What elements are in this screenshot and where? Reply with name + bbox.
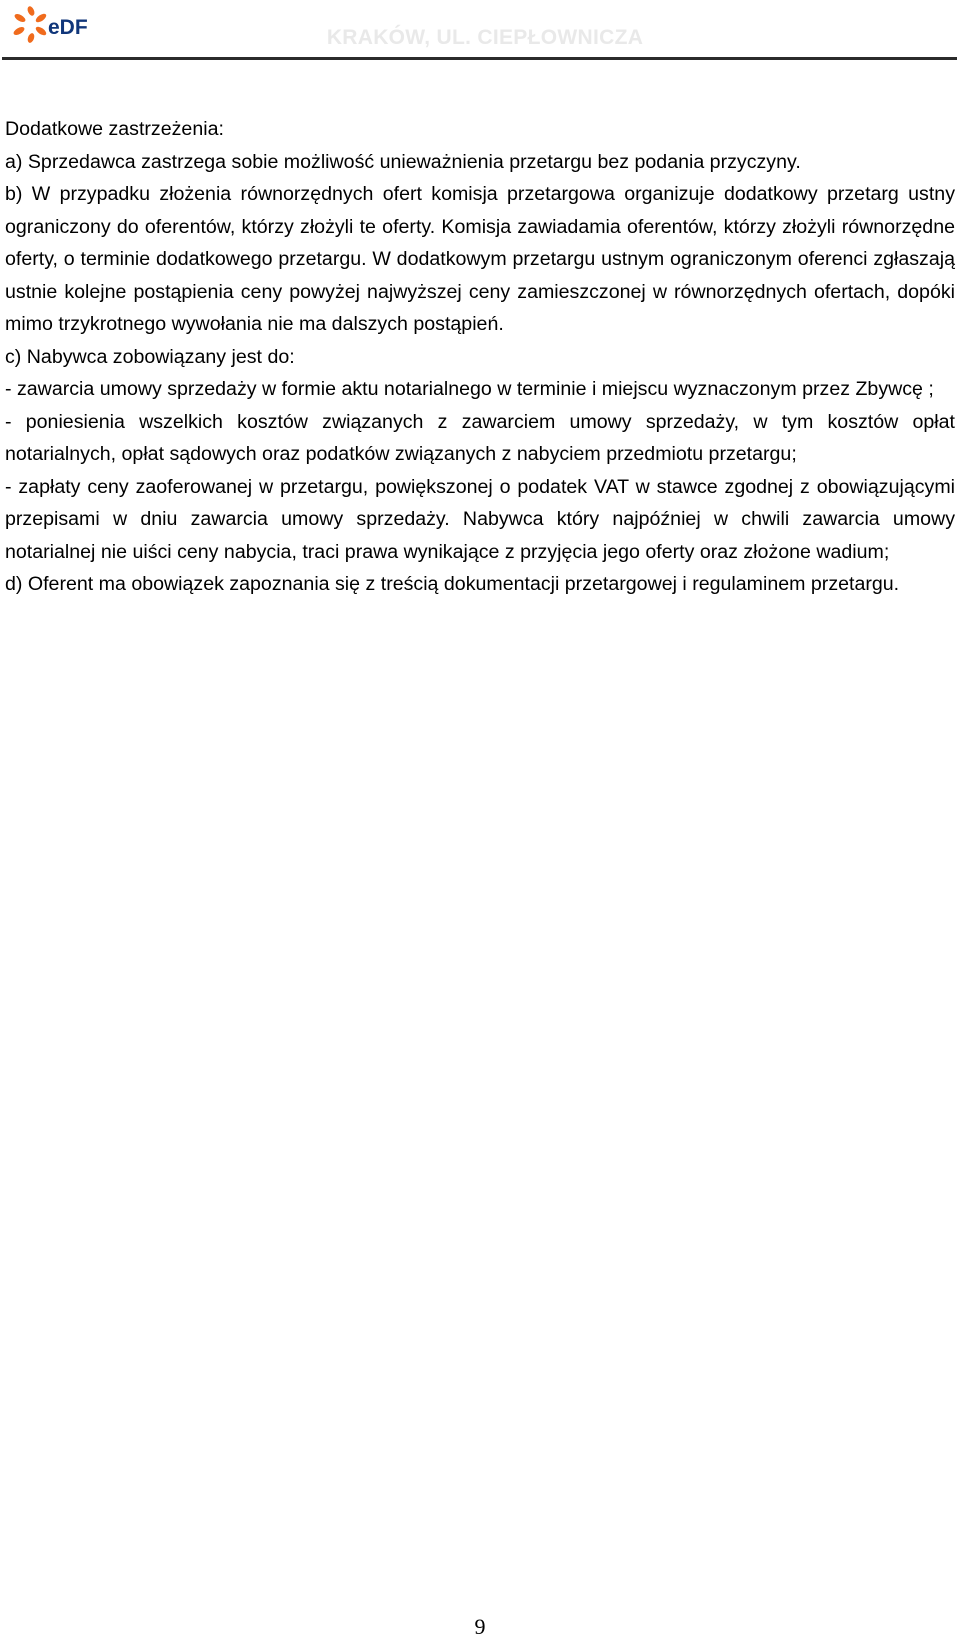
paragraph-c: c) Nabywca zobowiązany jest do:	[5, 345, 295, 368]
edf-logo	[10, 4, 106, 46]
paragraph-d: d) Oferent ma obowiązek zapoznania się z treścią dokumentacji przetargowej i regulaminem przetargu.	[5, 573, 900, 595]
paragraph-a: a) Sprzedawca zastrzega sobie możliwość unieważnienia przetargu bez podania przyczyny.	[5, 150, 801, 173]
paragraph-c-item-2: - poniesienia wszelkich kosztów związanych z zawarciem umowy sprzedaży, w tym kosztów opłat notarialnych, opłat sądowych oraz podatków związanych z nabyciem przedmiotu przetargu;	[5, 410, 955, 465]
paragraph-b: b) W przypadku złożenia równorzędnych ofert komisja przetargowa organizuje dodatkowy przetarg ustny ograniczony do oferentów, którzy złożyli te oferty. Komisja zawiadamia oferentów, którzy złożyli równorzędne oferty, o terminie dodatkowego przetargu. W dodatkowym przetargu ustnym ograniczonym oferenci zgłaszają ustnie kolejne postąpienia ceny powyżej najwyższej ceny zamieszczonej w równorzędnych ofertach, dopóki mimo trzykrotnego wywołania nie ma dalszych postąpień.	[5, 183, 955, 335]
page-number: 9	[474, 1614, 486, 1639]
paragraph-intro: Dodatkowe zastrzeżenia:	[5, 118, 224, 140]
header-divider	[2, 57, 957, 60]
paragraph-c-item-1: - zawarcia umowy sprzedaży w formie aktu notarialnego w terminie i miejscu wyznaczonym przez Zbywcę ;	[5, 378, 934, 400]
paragraph-c-item-3: - zapłaty ceny zaoferowanej w przetargu, powiększonej o podatek VAT w stawce zgodnej z obowiązującymi przepisami w dniu zawarcia umowy sprzedaży. Nabywca który najpóźniej w chwili zawarcia umowy notarialnej nie uiści ceny nabycia, traci prawa wynikające z przyjęcia jego oferty oraz złożone wadium;	[5, 475, 955, 563]
page-header	[0, 0, 960, 62]
svg-text:eDF: eDF	[48, 16, 88, 39]
document-body	[5, 113, 955, 601]
header-title: KRAKÓW, UL. CIEPŁOWNICZA	[326, 26, 644, 49]
